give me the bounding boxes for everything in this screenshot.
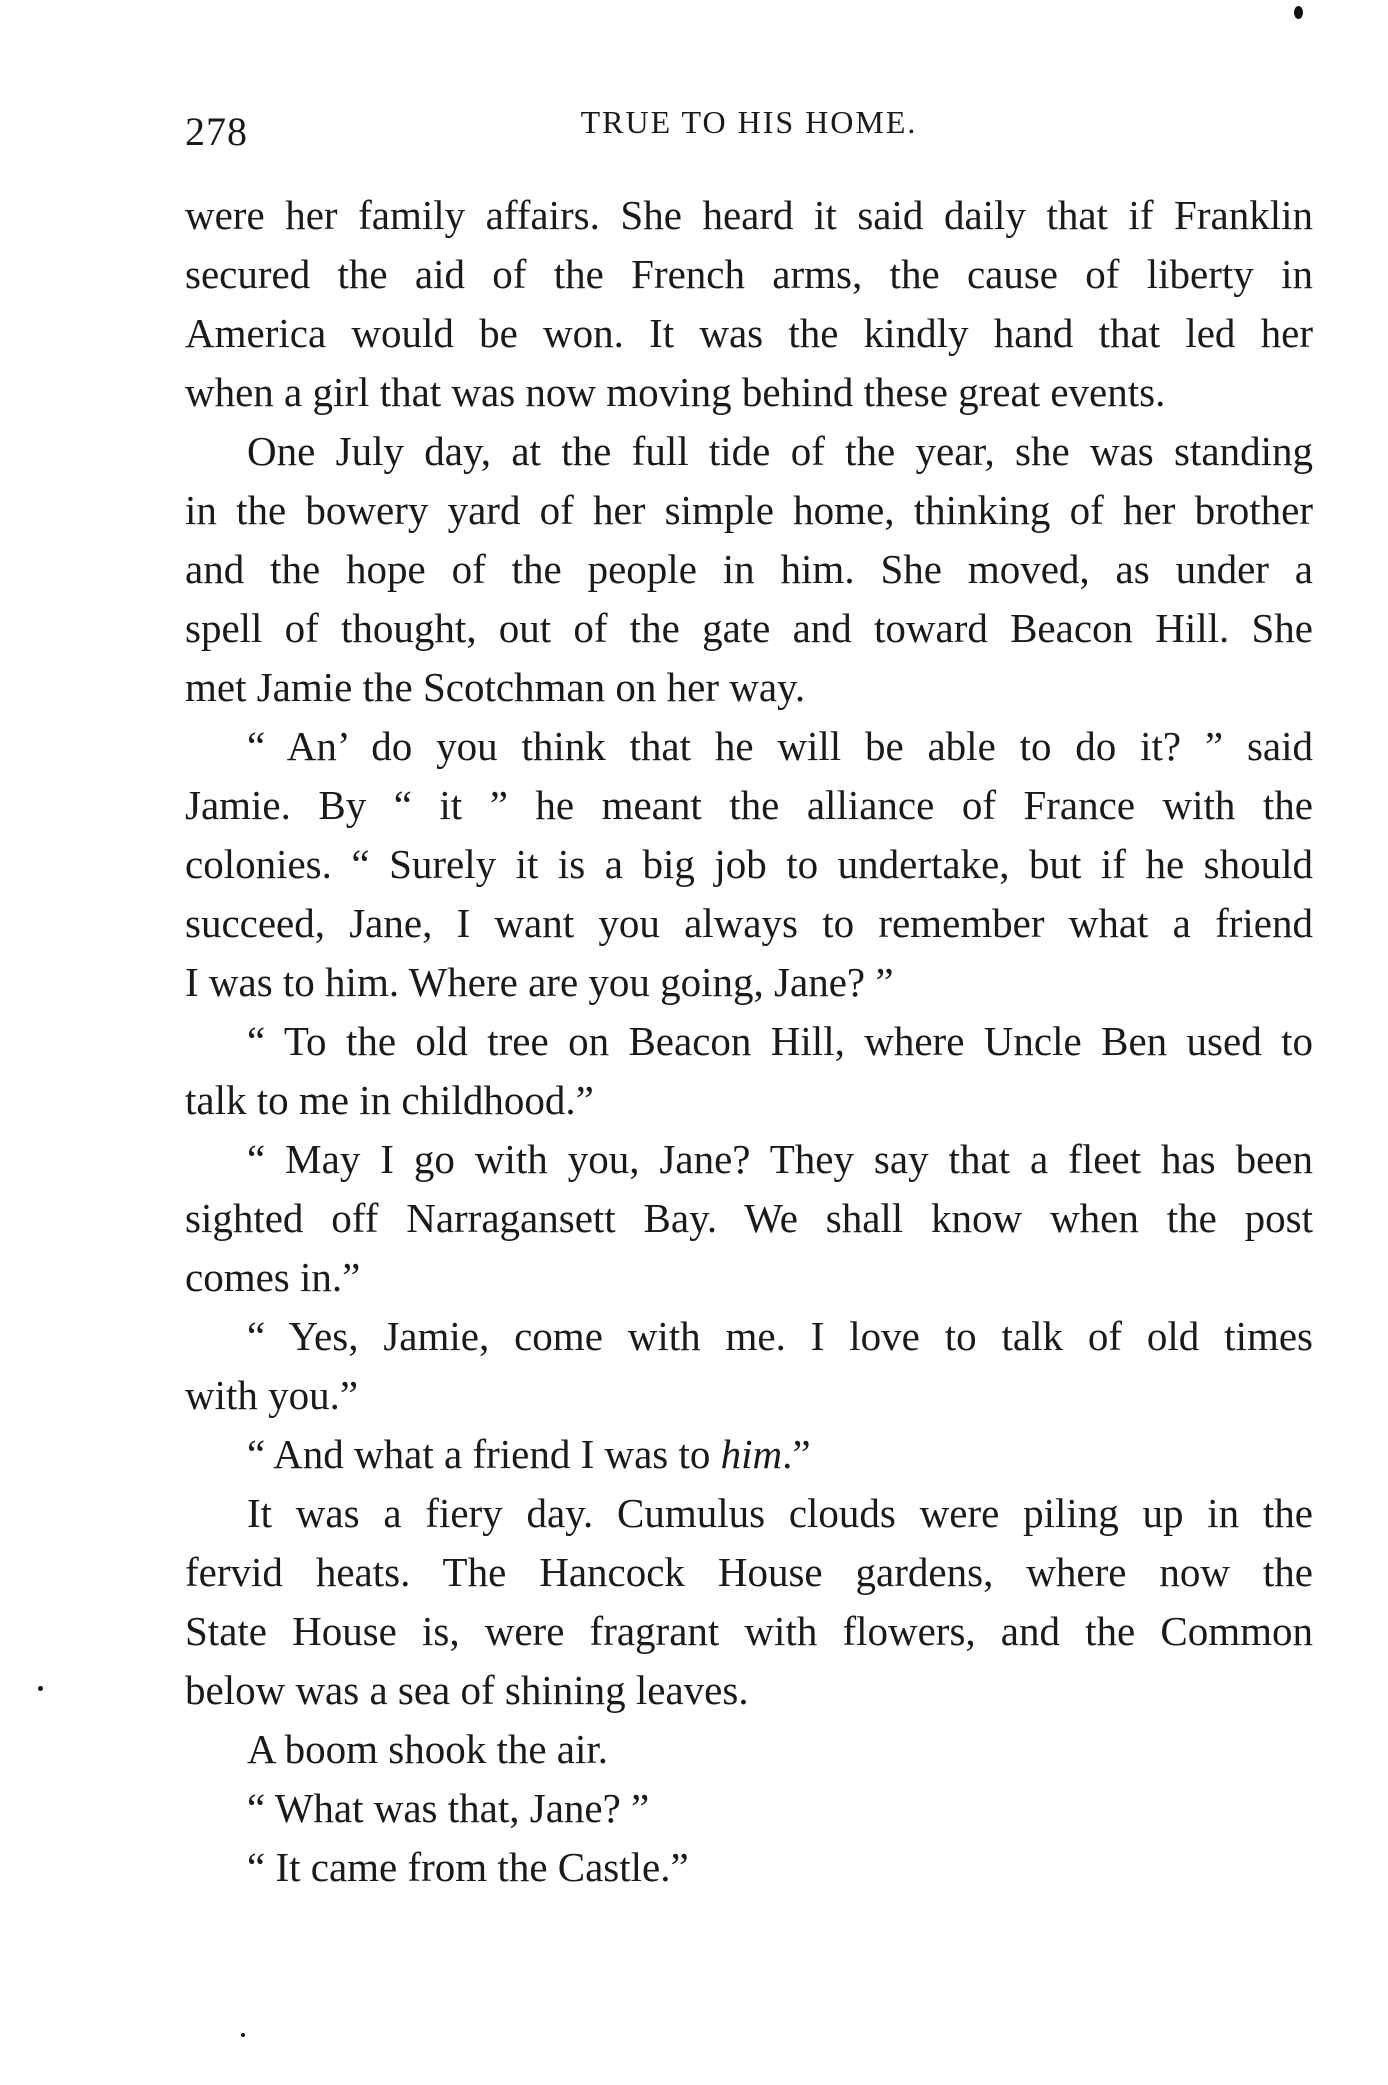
page-header xyxy=(185,100,1313,156)
text-line: America would be won. It was the kindly hand that led her xyxy=(185,310,1313,356)
italic-word: him xyxy=(720,1431,783,1477)
text-line: talk to me in childhood.” xyxy=(185,1077,594,1123)
text-line: in the bowery yard of her simple home, thinking of her brother xyxy=(185,487,1313,533)
text-line: Jamie. By “ it ” he meant the alliance of France with the xyxy=(185,782,1313,828)
text-line: One July day, at the full tide of the year, she was standing xyxy=(247,428,1313,474)
text-line: “ May I go with you, Jane? They say that a fleet has been xyxy=(247,1136,1313,1182)
text-line: I was to him. Where are you going, Jane? ” xyxy=(185,959,894,1005)
text-line: “ Yes, Jamie, come with me. I love to talk of old times xyxy=(247,1313,1313,1359)
text-line: comes in.” xyxy=(185,1254,361,1300)
text-line: spell of thought, out of the gate and toward Beacon Hill. She xyxy=(185,605,1313,651)
text-line: when a girl that was now moving behind these great events. xyxy=(185,369,1166,415)
text-line: “ And what a friend I was to him.” xyxy=(247,1431,811,1477)
text-line: succeed, Jane, I want you always to remember what a friend xyxy=(185,900,1313,946)
text-line: “ It came from the Castle.” xyxy=(247,1844,689,1890)
text-line: colonies. “ Surely it is a big job to undertake, but if he should xyxy=(185,841,1313,887)
print-speck xyxy=(241,2033,245,2037)
text-line: “ What was that, Jane? ” xyxy=(247,1785,650,1831)
text-line: State House is, were fragrant with flowers, and the Common xyxy=(185,1608,1313,1654)
text-line: fervid heats. The Hancock House gardens, where now the xyxy=(185,1549,1313,1595)
body-text xyxy=(185,186,1313,1897)
text-line: met Jamie the Scotchman on her way. xyxy=(185,664,806,710)
running-title: TRUE TO HIS HOME. xyxy=(580,104,918,140)
page-number: 278 xyxy=(185,109,248,154)
text-line: “ An’ do you think that he will be able to do it? ” said xyxy=(247,723,1313,769)
text-line: were her family affairs. She heard it said daily that if Franklin xyxy=(185,192,1313,238)
text-line: below was a sea of shining leaves. xyxy=(185,1667,749,1713)
print-speck xyxy=(38,1686,43,1691)
text-line: sighted off Narragansett Bay. We shall know when the post xyxy=(185,1195,1313,1241)
text-line: and the hope of the people in him. She moved, as under a xyxy=(185,546,1313,592)
text-line: A boom shook the air. xyxy=(247,1726,609,1772)
text-line: “ To the old tree on Beacon Hill, where Uncle Ben used to xyxy=(247,1018,1313,1064)
print-speck xyxy=(1294,6,1303,19)
text-line: It was a fiery day. Cumulus clouds were piling up in the xyxy=(247,1490,1313,1536)
text-line: secured the aid of the French arms, the cause of liberty in xyxy=(185,251,1313,297)
text-line: with you.” xyxy=(185,1372,359,1418)
